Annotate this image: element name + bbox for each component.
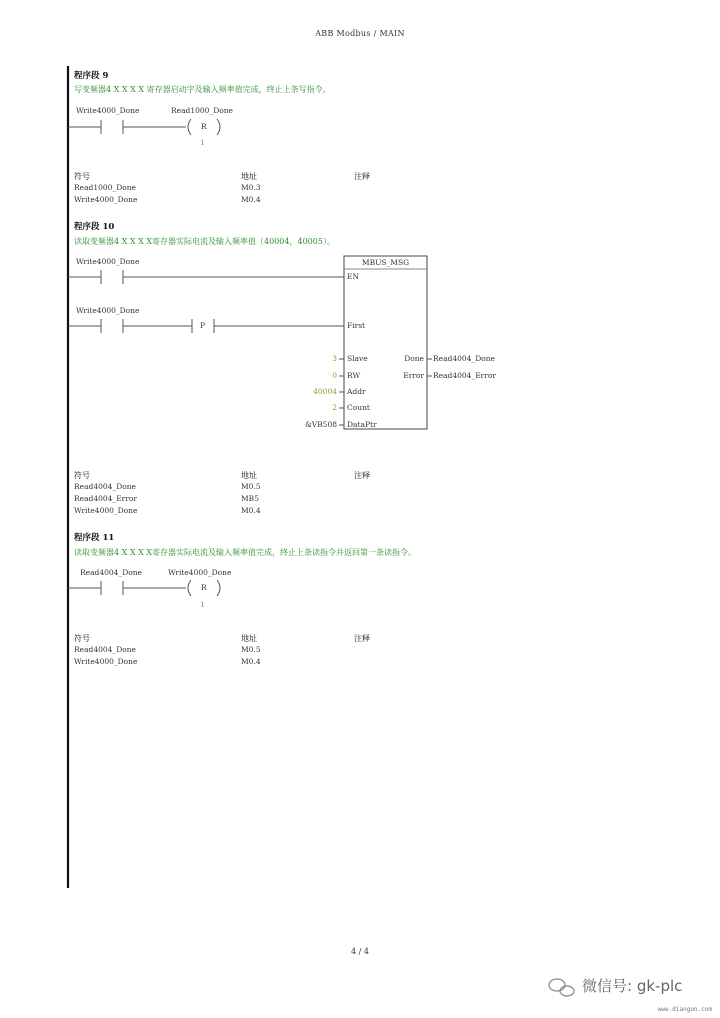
pin-dataptr: DataPtr [347, 420, 377, 429]
address-cell: M0.4 [241, 506, 261, 515]
wechat-icon [549, 979, 574, 996]
value-count: 2 [332, 403, 337, 412]
output-done: Read4004_Done [433, 354, 495, 363]
watermark-url: www.diangon.com [657, 1006, 712, 1013]
pin-rw: RW [347, 371, 361, 380]
symbol-cell: Write4000_Done [74, 506, 138, 515]
pin-first: First [347, 321, 366, 330]
symbol-cell: Write4000_Done [74, 657, 138, 666]
pin-done: Done [404, 354, 424, 363]
address-cell: M0.4 [241, 195, 261, 204]
rung-9 [68, 119, 220, 135]
symbol-cell: Read4004_Done [74, 482, 136, 491]
pin-addr: Addr [347, 387, 366, 396]
watermark-text: 微信号: gk-plc [582, 977, 683, 995]
symbol-header: 符号 [74, 634, 90, 643]
comment-header: 注释 [354, 634, 370, 643]
symbol-header: 符号 [74, 471, 90, 480]
coil-count: 1 [200, 600, 205, 609]
symbol-header: 符号 [74, 172, 90, 181]
coil-type: R [201, 122, 207, 131]
pin-count: Count [347, 403, 370, 412]
address-header: 地址 [241, 471, 257, 480]
segment-11-title: 程序段 11 [74, 533, 115, 543]
rung-11 [68, 580, 220, 596]
segment-10-title: 程序段 10 [74, 222, 115, 232]
coil-right-arc [217, 119, 220, 135]
symbol-cell: Read1000_Done [74, 183, 136, 192]
value-addr: 40004 [313, 387, 337, 396]
segment-9-title: 程序段 9 [74, 71, 109, 81]
contact-label: Write4000_Done [76, 306, 140, 315]
value-slave: 3 [332, 354, 337, 363]
page-number: 4 / 4 [351, 947, 369, 956]
address-cell: M0.4 [241, 657, 261, 666]
symbol-cell: Read4004_Error [74, 494, 137, 503]
address-cell: M0.5 [241, 482, 261, 491]
comment-header: 注释 [354, 471, 370, 480]
value-rw: 0 [332, 371, 337, 380]
pin-en: EN [347, 272, 360, 281]
address-header: 地址 [241, 172, 257, 181]
contact-label: Write4000_Done [76, 257, 140, 266]
contact-label: Read4004_Done [80, 568, 142, 577]
segment-10-comment: 读取变频器4 X X X X寄存器实际电流及输入频率值（40004，40005）。 [74, 237, 335, 246]
symbol-cell: Read4004_Done [74, 645, 136, 654]
coil-count: 1 [200, 138, 205, 147]
pin-error: Error [403, 371, 424, 380]
address-cell: M0.3 [241, 183, 261, 192]
rung-10 [68, 256, 432, 429]
value-dataptr: &VB508 [305, 420, 337, 429]
coil-label: Write4000_Done [168, 568, 232, 577]
address-cell: M0.5 [241, 645, 261, 654]
output-error: Read4004_Error [433, 371, 496, 380]
address-cell: MB5 [241, 494, 259, 503]
block-name: MBUS_MSG [361, 258, 410, 267]
address-header: 地址 [241, 634, 257, 643]
document-header: ABB Modbus / MAIN [315, 29, 405, 38]
comment-header: 注释 [354, 172, 370, 181]
symbol-cell: Write4000_Done [74, 195, 138, 204]
segment-11-comment: 读取变频器4 X X X X寄存器实际电流及输入频率值完成，终止上条读指令并返回第一条读指令。 [74, 548, 417, 557]
pin-slave: Slave [347, 354, 368, 363]
coil-type: R [201, 583, 207, 592]
edge-detect-label: P [200, 321, 206, 330]
coil-label: Read1000_Done [171, 106, 233, 115]
coil-left-arc [188, 119, 191, 135]
segment-9-comment: 写变频器4 X X X X 寄存器启动字及输入频率值完成，终止上条写指令。 [74, 85, 331, 94]
contact-label: Write4000_Done [76, 106, 140, 115]
